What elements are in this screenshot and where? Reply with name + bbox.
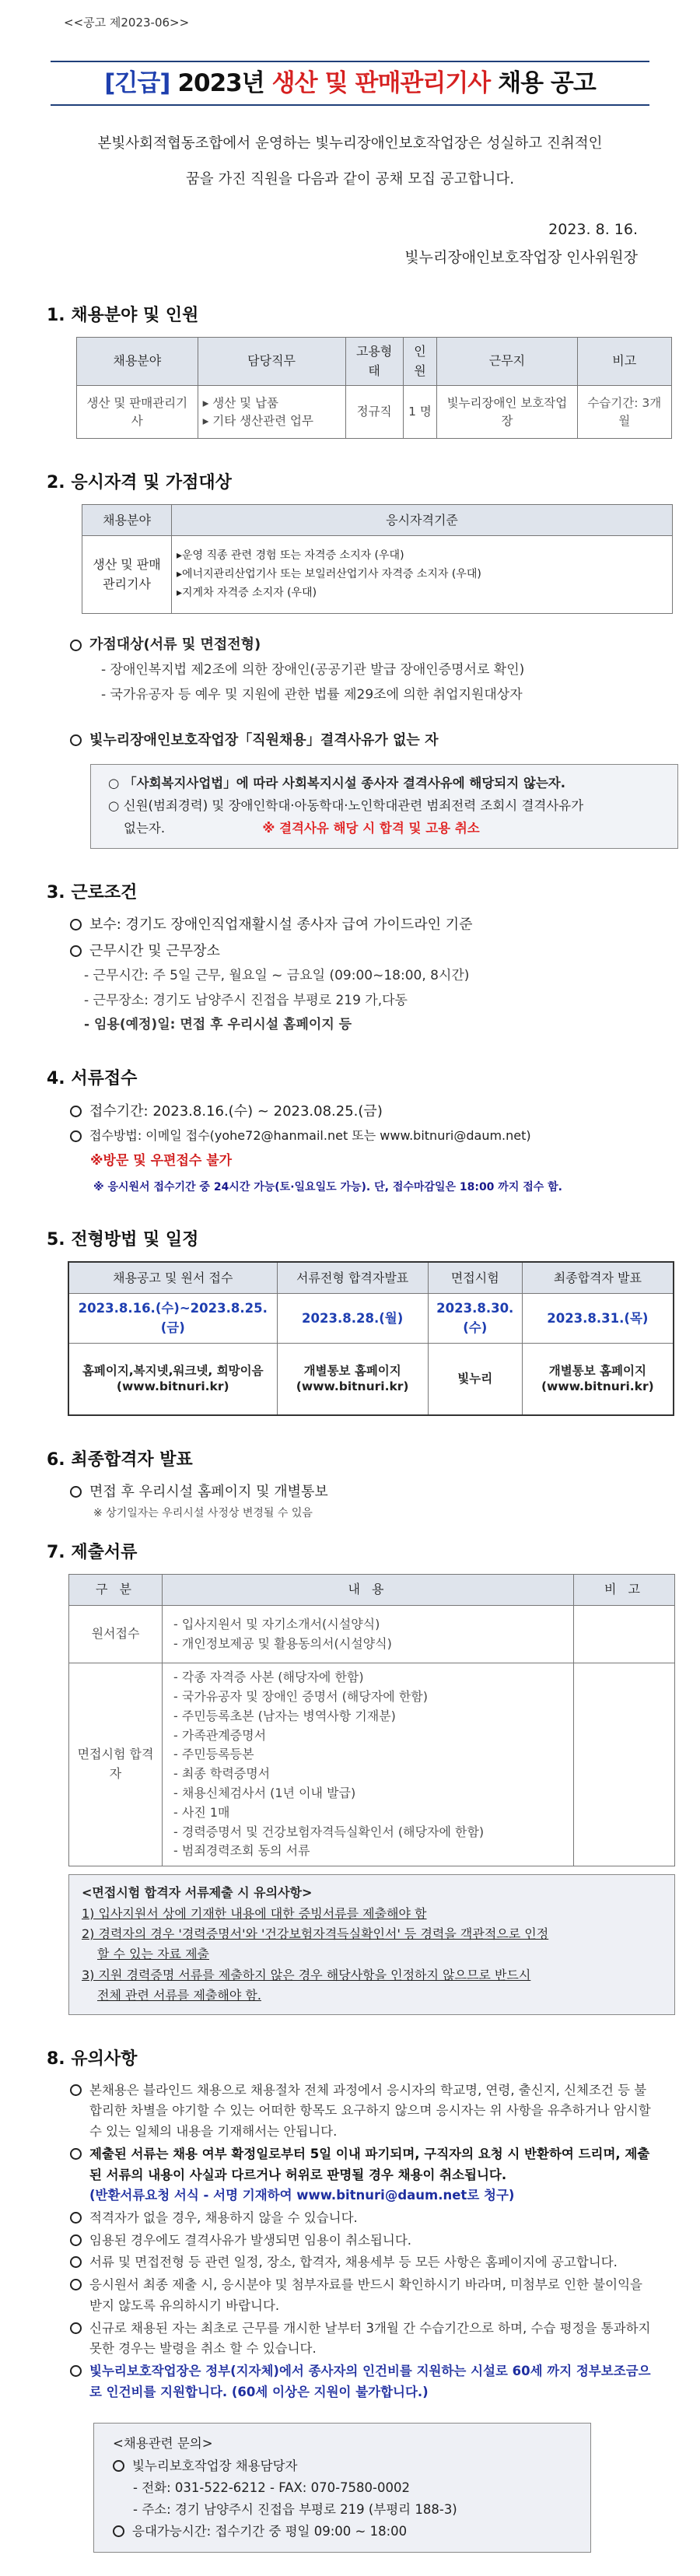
title-year: 2023년 bbox=[177, 68, 264, 97]
field-cell: 생산 및 판매 관리기사 bbox=[82, 536, 172, 614]
table-header: 고용형태 bbox=[345, 337, 403, 386]
notice-date-block bbox=[47, 216, 653, 272]
schedule-method: 개별통보 홈페이지 (www.bitnuri.kr) bbox=[277, 1344, 428, 1415]
circle-bullet-icon bbox=[70, 919, 82, 931]
circle-bullet-icon bbox=[70, 2148, 82, 2160]
list-item: - 최종 학력증명서 bbox=[173, 1766, 271, 1782]
circle-bullet-icon bbox=[70, 1486, 82, 1498]
schedule-date: 2023.8.16.(수)~2023.8.25.(금) bbox=[68, 1293, 277, 1343]
caution-title: <면접시험 합격자 서류제출 시 유의사항> bbox=[82, 1885, 313, 1901]
field-cell: 생산 및 판매관리기사 bbox=[77, 386, 198, 439]
page-title bbox=[51, 61, 649, 106]
qualification-cell bbox=[172, 536, 673, 614]
bonus-list bbox=[101, 660, 653, 705]
qualification-3: ▸지게차 자격증 소지자 (우대) bbox=[177, 586, 317, 599]
schedule-date: 2023.8.28.(월) bbox=[277, 1293, 428, 1343]
note-2-return: (반환서류요청 서식 - 서명 기재하여 www.bitnuri@daum.net로 청구) bbox=[89, 2188, 515, 2203]
row-label: 면접시험 합격자 bbox=[69, 1663, 163, 1866]
row-note bbox=[574, 1606, 675, 1663]
caution-2b: 할 수 있는 자료 제출 bbox=[97, 1947, 209, 1962]
schedule-date: 2023.8.31.(목) bbox=[522, 1293, 674, 1343]
list-item: - 임용(예정)일: 면접 후 우리시설 홈페이지 등 bbox=[84, 1017, 352, 1033]
list-item bbox=[70, 2144, 653, 2206]
section-8-title: 8. 유의사항 bbox=[47, 2049, 138, 2069]
circle-bullet-icon bbox=[70, 734, 82, 746]
section-6-title: 6. 최종합격자 발표 bbox=[47, 1449, 193, 1470]
contact-title: <채용관련 문의> bbox=[113, 2436, 213, 2452]
circle-bullet-icon bbox=[70, 1106, 82, 1117]
hours-list bbox=[84, 966, 653, 1035]
list-item: - 장애인복지법 제2조에 의한 장애인(공공기관 발급 장애인증명서로 확인) bbox=[101, 662, 525, 678]
schedule-date: 2023.8.30.(수) bbox=[428, 1293, 522, 1343]
circle-bullet-icon bbox=[70, 2256, 82, 2268]
section-7-title: 7. 제출서류 bbox=[47, 1543, 138, 1563]
schedule-table bbox=[68, 1261, 674, 1415]
caution-3a: 3) 지원 경력증명 서류를 제출하지 않은 경우 해당사항을 인정하지 않으므로 반드시 bbox=[82, 1967, 531, 1982]
list-item: - 경력증명서 및 건강보험자격득실확인서 (해당자에 한함) bbox=[173, 1824, 485, 1839]
row-label: 원서접수 bbox=[69, 1606, 163, 1663]
bonus-heading: 가점대상(서류 및 면접전형) bbox=[70, 634, 653, 656]
notice-number: <<공고 제2023-06>> bbox=[64, 16, 190, 30]
notes-list bbox=[70, 2080, 653, 2403]
qualification-table bbox=[82, 504, 673, 614]
circle-bullet-icon bbox=[113, 2525, 124, 2537]
list-item: - 각종 자격증 사본 (해당자에 한함) bbox=[173, 1670, 364, 1685]
caution-1: 1) 입사지원서 상에 기재한 내용에 대한 증빙서류를 제출해야 함 bbox=[82, 1905, 427, 1921]
title-urgent: [긴급] bbox=[104, 68, 170, 97]
list-item: - 가족관계증명서 bbox=[173, 1727, 267, 1743]
list-item: - 사진 1매 bbox=[173, 1804, 230, 1820]
list-item: 서류 및 면접전형 등 관련 일정, 장소, 합격자, 채용세부 등 모든 사항은 홈페이지에 공고합니다. bbox=[70, 2252, 653, 2273]
row-note bbox=[574, 1663, 675, 1866]
section-4-title: 4. 서류접수 bbox=[47, 1069, 138, 1089]
list-item: 적격자가 없을 경우, 채용하지 않을 수 있습니다. bbox=[70, 2208, 653, 2229]
list-item: - 국가유공자 및 장애인 증명서 (해당자에 한함) bbox=[173, 1689, 428, 1705]
contact-address: - 주소: 경기 남양주시 진접읍 부평로 219 (부평리 188-3) bbox=[133, 2501, 457, 2517]
circle-bullet-icon bbox=[70, 2084, 82, 2096]
disqualification-heading: 빛누리장애인보호작업장「직원채용」결격사유가 없는 자 bbox=[70, 730, 653, 752]
table-header: 비고 bbox=[577, 337, 671, 386]
table-header: 채용분야 bbox=[77, 337, 198, 386]
doc-list-apply bbox=[163, 1606, 574, 1663]
section-5-title: 5. 전형방법 및 일정 bbox=[47, 1230, 199, 1250]
disq-line-3: 없는자. ※ 결격사유 해당 시 합격 및 고용 취소 bbox=[124, 820, 480, 836]
disq-warning: ※ 결격사유 해당 시 합격 및 고용 취소 bbox=[262, 820, 480, 836]
place-cell: 빛누리장애인 보호작업장 bbox=[437, 386, 577, 439]
intro-line-2: 꿈을 가진 직원을 다음과 같이 공채 모집 공고합니다. bbox=[185, 171, 515, 188]
notice-issuer: 빛누리장애인보호작업장 인사위원장 bbox=[404, 248, 638, 266]
list-item: - 주민등록초본 (남자는 병역사항 기재분) bbox=[173, 1708, 396, 1723]
list-item: 신규로 채용된 자는 최초로 근무를 개시한 날부터 3개월 간 수습기간으로 하며, 수습 평정을 통과하지 못한 경우는 발령을 취소 할 수 있습니다. bbox=[70, 2318, 653, 2360]
title-red-2: 판매관리기사 bbox=[355, 68, 491, 97]
type-cell: 정규직 bbox=[345, 386, 403, 439]
schedule-method: 개별통보 홈페이지 (www.bitnuri.kr) bbox=[522, 1344, 674, 1415]
table-header: 비 고 bbox=[574, 1575, 675, 1606]
list-item: 임용된 경우에도 결격사유가 발생되면 임용이 취소됩니다. bbox=[70, 2231, 653, 2252]
doc-list-interview bbox=[163, 1663, 574, 1866]
list-item: - 입사지원서 및 자기소개서(시설양식) bbox=[173, 1616, 380, 1631]
schedule-method: 빛누리 bbox=[428, 1344, 522, 1415]
document-caution-box bbox=[68, 1874, 675, 2014]
contact-phone: - 전화: 031-522-6212 - FAX: 070-7580-0002 bbox=[133, 2480, 410, 2495]
list-item: 빛누리보호작업장은 정부(지자체)에서 종사자의 인건비를 지원하는 시설로 60세 까지 정부보조금으로 인건비를 지원합니다. (60세 이상은 지원이 불가합니다.) bbox=[70, 2361, 653, 2403]
count-cell: 1 명 bbox=[403, 386, 437, 439]
qualification-2: ▸에너지관리산업기사 또는 보일러산업기사 자격증 소지자 (우대) bbox=[177, 568, 481, 581]
change-note: ※ 상기일자는 우리시설 사정상 변경될 수 있음 bbox=[93, 1507, 313, 1520]
duty-1: ▸ 생산 및 납품 bbox=[202, 395, 279, 410]
method-line: 접수방법: 이메일 접수(yohe72@hanmail.net 또는 www.bitnuri@daum.net) bbox=[70, 1127, 653, 1146]
circle-bullet-icon bbox=[70, 2212, 82, 2224]
table-header: 최종합격자 발표 bbox=[522, 1262, 674, 1293]
contact-hours: 응대가능시간: 접수기간 중 평일 09:00 ~ 18:00 bbox=[113, 2521, 572, 2543]
schedule-method: 홈페이지,복지넷,워크넷, 희망이음 (www.bitnuri.kr) bbox=[68, 1344, 277, 1415]
list-item: - 국가유공자 등 예우 및 지원에 관한 법률 제29조에 의한 취업지원대상자 bbox=[101, 686, 523, 703]
section-1-title: 1. 채용분야 및 인원 bbox=[47, 305, 199, 325]
table-header: 서류전형 합격자발표 bbox=[277, 1262, 428, 1293]
notice-date: 2023. 8. 16. bbox=[548, 220, 638, 238]
table-header: 구 분 bbox=[69, 1575, 163, 1606]
title-red-1: 생산 bbox=[271, 68, 317, 97]
section-2-title: 2. 응시자격 및 가점대상 bbox=[47, 473, 232, 493]
list-item: - 채용신체검사서 (1년 이내 발급) bbox=[173, 1786, 356, 1801]
circle-bullet-icon bbox=[70, 2234, 82, 2246]
note-2-main: 제출된 서류는 채용 여부 확정일로부터 5일 이내 파기되며, 구직자의 요청 시 반환하여 드리며, 제출된 서류의 내용이 사실과 다르거나 허위로 판명될 경우 채용이 취소됩니다. bbox=[89, 2146, 650, 2182]
hours-heading: 근무시간 및 근무장소 bbox=[70, 941, 653, 962]
duty-2: ▸ 기타 생산관련 업무 bbox=[202, 413, 313, 428]
table-header: 채용분야 bbox=[82, 505, 172, 536]
qualification-1: ▸운영 직종 관련 경험 또는 자격증 소지자 (우대) bbox=[177, 549, 404, 563]
disqualification-box bbox=[90, 764, 678, 849]
disq-line-1: ○ 「사회복지사업법」에 따라 사회복지시설 종사자 결격사유에 해당되지 않는자. bbox=[108, 775, 565, 790]
list-item: - 주민등록등본 bbox=[173, 1747, 254, 1762]
circle-bullet-icon bbox=[70, 2365, 82, 2377]
list-item: - 범죄경력조회 동의 서류 bbox=[173, 1843, 310, 1859]
circle-bullet-icon bbox=[70, 640, 82, 651]
table-header: 담당직무 bbox=[198, 337, 345, 386]
table-header: 면접시험 bbox=[428, 1262, 522, 1293]
list-item: 본채용은 블라인드 채용으로 채용절차 전체 과정에서 응시자의 학교명, 연령, 출신지, 신체조건 등 불합리한 차별을 야기할 수 있는 어떠한 항목도 요구하지 않으며 응시자는 위 사항을 유추하거나 암시할 수 있는 일체의 내용을 기재해서는 안됩니다. bbox=[70, 2080, 653, 2143]
position-table bbox=[76, 337, 672, 440]
title-and: 및 bbox=[324, 68, 348, 97]
intro-paragraph bbox=[47, 126, 653, 198]
caution-2a: 2) 경력자의 경우 '경력증명서'와 '건강보험자격득실확인서' 등 경력을 객관적으로 인정 bbox=[82, 1926, 549, 1942]
period-line: 접수기간: 2023.8.16.(수) ~ 2023.08.25.(금) bbox=[70, 1101, 653, 1123]
table-header: 응시자격기준 bbox=[172, 505, 673, 536]
circle-bullet-icon bbox=[70, 2279, 82, 2290]
duty-cell bbox=[198, 386, 345, 439]
table-header: 근무지 bbox=[437, 337, 577, 386]
caution-3b: 전체 관련 서류를 제출해야 함. bbox=[97, 1988, 261, 2003]
title-tail: 채용 공고 bbox=[498, 68, 596, 97]
section-3-title: 3. 근로조건 bbox=[47, 882, 138, 902]
circle-bullet-icon bbox=[113, 2460, 124, 2472]
circle-bullet-icon bbox=[70, 1130, 82, 1142]
note-cell: 수습기간: 3개월 bbox=[577, 386, 671, 439]
list-item: 응시원서 최종 제출 시, 응시분야 및 첨부자료를 반드시 확인하시기 바라며, 미첨부로 인한 불이익을 받지 않도록 유의하시기 바랍니다. bbox=[70, 2275, 653, 2316]
disq-line-2: ○ 신원(범죄경력) 및 장애인학대·아동학대·노인학대관련 범죄전력 조회시 결격사유가 bbox=[108, 797, 584, 813]
contact-org: 빛누리보호작업장 채용담당자 bbox=[113, 2455, 572, 2477]
intro-line-1: 본빛사회적협동조합에서 운영하는 빛누리장애인보호작업장은 성실하고 진취적인 bbox=[97, 135, 603, 152]
visit-warning: ※방문 및 우편접수 불가 bbox=[90, 1153, 233, 1169]
final-announce-line: 면접 후 우리시설 홈페이지 및 개별통보 bbox=[70, 1481, 653, 1503]
circle-bullet-icon bbox=[70, 945, 82, 957]
list-item: - 근무시간: 주 5일 근무, 월요일 ~ 금요일 (09:00~18:00, 8시간) bbox=[84, 968, 470, 984]
pay-line: 보수: 경기도 장애인직업재활시설 종사자 급여 가이드라인 기준 bbox=[70, 914, 653, 936]
submission-note: ※ 응시원서 접수기간 중 24시간 가능(토·일요일도 가능). 단, 접수마감일은 18:00 까지 접수 함. bbox=[93, 1180, 562, 1193]
table-header: 채용공고 및 원서 접수 bbox=[68, 1262, 277, 1293]
table-header: 내 용 bbox=[163, 1575, 574, 1606]
list-item: - 근무장소: 경기도 남양주시 진접읍 부평로 219 가,다동 bbox=[84, 992, 408, 1008]
table-header: 인원 bbox=[403, 337, 437, 386]
documents-table bbox=[68, 1574, 675, 1866]
circle-bullet-icon bbox=[70, 2322, 82, 2334]
list-item: - 개인정보제공 및 활용동의서(시설양식) bbox=[173, 1635, 392, 1651]
